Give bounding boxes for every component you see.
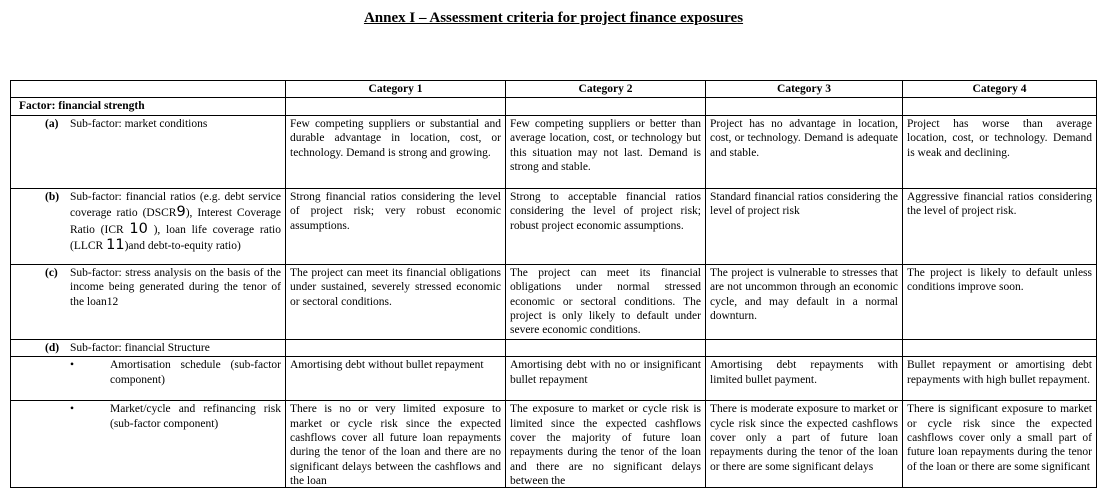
table-row bbox=[11, 357, 1097, 401]
criteria-cell: Standard financial ratios considering the level of project risk bbox=[706, 188, 903, 264]
footnote-reference: 11 bbox=[106, 237, 125, 254]
criteria-cell: There is moderate exposure to market or cycle risk since the expected cashflows cover only a part of future loan repayments during the tenor of the loan or there are some significant delays bbox=[706, 401, 903, 488]
criteria-cell: The exposure to market or cycle risk is limited since the expected cashflows cover the majority of future loan repayments during the tenor of the loan and there are no significant delays between the bbox=[506, 401, 706, 488]
criteria-cell: Strong to acceptable financial ratios considering the level of project risk; robust project economic assumptions. bbox=[506, 188, 706, 264]
criteria-cell: The project is vulnerable to stresses that are not uncommon through an economic cycle, and may default in a normal downturn. bbox=[706, 264, 903, 339]
row-label bbox=[15, 266, 281, 309]
row-label bbox=[15, 402, 281, 431]
row-label-text: Sub-factor: stress analysis on the basis of the income being generated during the tenor of the loan12 bbox=[70, 266, 281, 308]
criteria-cell bbox=[286, 339, 506, 356]
row-marker: (c) bbox=[45, 266, 58, 279]
criteria-cell: There is significant exposure to market or cycle risk since the expected cashflows cover only a small part of future loan repayments during the tenor of the loan or there are some significant bbox=[903, 401, 1097, 488]
table-header-row bbox=[11, 81, 1097, 98]
row-label-cell bbox=[11, 115, 286, 188]
criteria-cell: Amortising debt with no or insignificant bullet repayment bbox=[506, 357, 706, 401]
row-label-cell bbox=[11, 401, 286, 488]
column-header: Category 2 bbox=[506, 81, 706, 98]
row-label bbox=[15, 117, 281, 131]
row-label-text: Market/cycle and refinancing risk (sub-factor component) bbox=[110, 403, 281, 430]
column-header: Category 4 bbox=[903, 81, 1097, 98]
criteria-table-body bbox=[11, 98, 1097, 488]
criteria-cell bbox=[286, 98, 506, 115]
document-page bbox=[0, 10, 1107, 488]
criteria-cell bbox=[706, 98, 903, 115]
criteria-cell: Project has worse than average location, cost, or technology. Demand is weak and declining. bbox=[903, 115, 1097, 188]
row-label-text: Sub-factor: financial ratios (e.g. debt service coverage ratio (DSCR9), Interest Coverage Ratio (ICR 10 ), loan life coverage ratio (LLCR 11)and debt-to-equity ratio) bbox=[70, 190, 281, 254]
criteria-cell: The project can meet its financial obligations under sustained, severely stressed economic or sectoral conditions. bbox=[286, 264, 506, 339]
row-label-cell bbox=[11, 339, 286, 356]
table-row bbox=[11, 339, 1097, 356]
criteria-cell bbox=[706, 339, 903, 356]
footnote-reference: 9 bbox=[176, 204, 186, 221]
table-row bbox=[11, 188, 1097, 264]
row-label-cell bbox=[11, 188, 286, 264]
section-header-label: Factor: financial strength bbox=[19, 100, 145, 113]
criteria-cell bbox=[903, 98, 1097, 115]
table-row bbox=[11, 264, 1097, 339]
row-label-text: Sub-factor: market conditions bbox=[70, 117, 208, 130]
row-label-text: Amortisation schedule (sub-factor component) bbox=[110, 359, 281, 386]
row-marker: (d) bbox=[45, 341, 60, 354]
row-label bbox=[15, 190, 281, 254]
table-row bbox=[11, 98, 1097, 115]
footnote-reference: 10 bbox=[129, 220, 148, 237]
bullet-icon: • bbox=[70, 403, 75, 416]
criteria-cell bbox=[506, 98, 706, 115]
table-row bbox=[11, 115, 1097, 188]
criteria-cell bbox=[903, 339, 1097, 356]
criteria-cell: The project can meet its financial obligations under normal stressed economic or sectoral conditions. The project is only likely to default under severe economic conditions. bbox=[506, 264, 706, 339]
table-row bbox=[11, 401, 1097, 488]
row-marker: (a) bbox=[45, 117, 59, 130]
criteria-cell: There is no or very limited exposure to market or cycle risk since the expected cashflows cover all future loan repayments during the tenor of the loan and there are no significant delays between the cashflows and the loan bbox=[286, 401, 506, 488]
table-clip-region bbox=[10, 80, 1097, 488]
bullet-icon: • bbox=[70, 359, 75, 372]
criteria-cell: Amortising debt repayments with limited bullet payment. bbox=[706, 357, 903, 401]
row-marker: (b) bbox=[45, 190, 60, 203]
criteria-table bbox=[10, 80, 1097, 488]
criteria-cell: Aggressive financial ratios considering the level of project risk. bbox=[903, 188, 1097, 264]
criteria-cell: Few competing suppliers or substantial and durable advantage in location, cost, or technology. Demand is strong and growing. bbox=[286, 115, 506, 188]
row-label-cell bbox=[11, 264, 286, 339]
empty-header-cell bbox=[11, 81, 286, 98]
document-title: Annex I – Assessment criteria for project finance exposures bbox=[363, 10, 744, 26]
criteria-cell: Strong financial ratios considering the level of project risk; very robust economic assumptions. bbox=[286, 188, 506, 264]
criteria-cell bbox=[506, 339, 706, 356]
column-header: Category 3 bbox=[706, 81, 903, 98]
row-label bbox=[15, 358, 281, 387]
row-label-text: Sub-factor: financial Structure bbox=[70, 341, 210, 354]
row-label-cell bbox=[11, 98, 286, 115]
column-header: Category 1 bbox=[286, 81, 506, 98]
criteria-cell: Bullet repayment or amortising debt repayments with high bullet repayment. bbox=[903, 357, 1097, 401]
criteria-cell: Amortising debt without bullet repayment bbox=[286, 357, 506, 401]
row-label bbox=[15, 341, 281, 355]
criteria-cell: The project is likely to default unless conditions improve soon. bbox=[903, 264, 1097, 339]
criteria-cell: Few competing suppliers or better than average location, cost, or technology but this situation may not last. Demand is strong and stable. bbox=[506, 115, 706, 188]
criteria-cell: Project has no advantage in location, cost, or technology. Demand is adequate and stable. bbox=[706, 115, 903, 188]
row-label-cell bbox=[11, 357, 286, 401]
